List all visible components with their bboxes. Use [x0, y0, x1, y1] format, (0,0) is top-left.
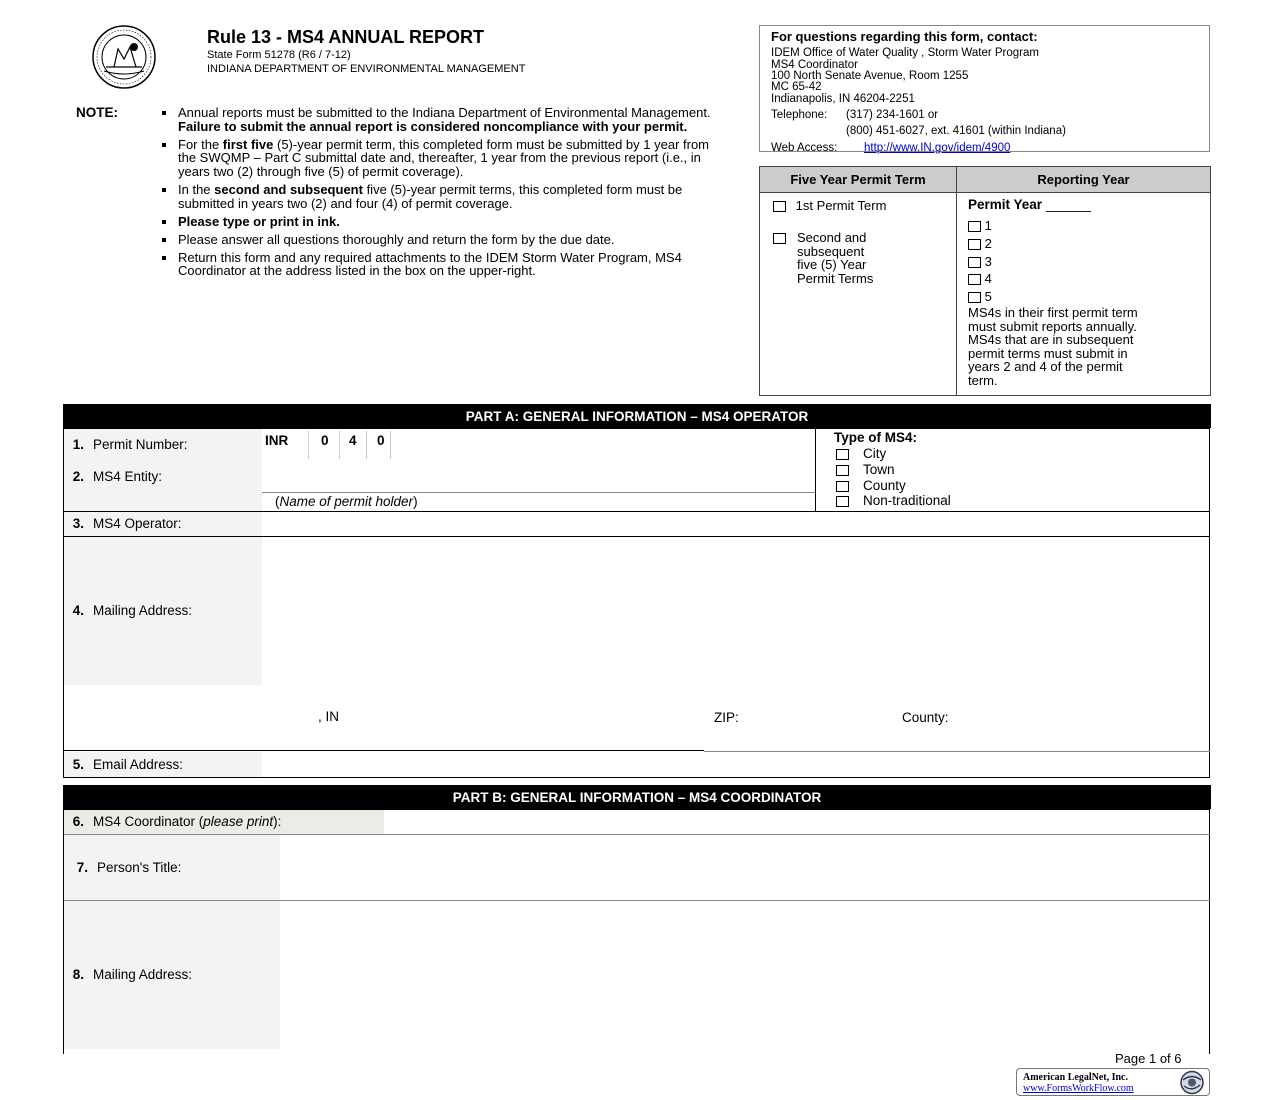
note-item: Please type or print in ink. — [162, 215, 722, 229]
subsequent-term-label: subsequent — [797, 243, 865, 259]
web-access-link[interactable]: http://www.IN.gov/idem/4900 — [864, 142, 1011, 154]
permit-digit: 4 — [349, 433, 357, 448]
ms4-coordinator-input[interactable] — [386, 811, 1208, 833]
reporting-explanation: years 2 and 4 of the permit — [968, 359, 1123, 375]
americanlegalnet-logo[interactable] — [1016, 1068, 1210, 1096]
note-item: Please answer all questions thoroughly and return the form by the due date. — [162, 233, 722, 247]
logo-url: www.FormsWorkFlow.com — [1023, 1083, 1134, 1094]
non-traditional-checkbox[interactable] — [836, 496, 849, 507]
telephone-number: (317) 234-1601 or — [846, 109, 939, 121]
permit-digit: 0 — [377, 433, 385, 448]
contact-heading: For questions regarding this form, contact: — [771, 29, 1038, 44]
type-option-label: Town — [863, 461, 895, 477]
year-2-checkbox[interactable] — [968, 239, 981, 250]
type-option-label: Non-traditional — [863, 493, 951, 509]
permit-year-blank[interactable]: ______ — [1045, 197, 1091, 212]
zip-input[interactable] — [750, 702, 890, 728]
reporting-explanation: must submit reports annually. — [968, 318, 1137, 334]
globe-icon — [1175, 1070, 1209, 1095]
state-form-number: State Form 51278 (R6 / 7-12) — [207, 49, 351, 61]
contact-line: IDEM Office of Water Quality , Storm Water Program — [771, 47, 1039, 59]
ms4-operator-input[interactable] — [264, 513, 1208, 535]
year-4-checkbox[interactable] — [968, 274, 981, 285]
first-term-checkbox[interactable] — [773, 201, 786, 212]
note-item: In the second and subsequent five (5)-year permit terms, this completed form must be submitted in years two (2) and four (4) of permit coverage. — [162, 183, 722, 210]
mailing-address-input[interactable] — [264, 538, 1208, 683]
year-5-checkbox[interactable] — [968, 292, 981, 303]
entity-caption: (Name of permit holder) — [275, 494, 418, 509]
year-option-label: 5 — [984, 289, 992, 305]
telephone-label: Telephone: — [771, 109, 828, 121]
year-option-label: 3 — [984, 253, 992, 269]
department-name: INDIANA DEPARTMENT OF ENVIRONMENTAL MANAGEMENT — [207, 63, 526, 75]
ms4-type-label: Type of MS4: — [834, 430, 918, 445]
coordinator-mailing-address-label: 8. Mailing Address: — [72, 967, 193, 982]
permit-number-input[interactable] — [393, 433, 803, 457]
type-option-label: County — [863, 477, 906, 493]
county-checkbox[interactable] — [836, 481, 849, 492]
form-title: Rule 13 - MS4 ANNUAL REPORT — [207, 27, 485, 47]
permit-prefix: INR — [265, 433, 289, 448]
logo-company-name: American LegalNet, Inc. — [1023, 1072, 1128, 1083]
permit-digit: 0 — [321, 433, 329, 448]
year-option-label: 1 — [984, 218, 992, 233]
year-1-checkbox[interactable] — [968, 221, 981, 232]
subsequent-term-checkbox[interactable] — [773, 233, 786, 244]
year-3-checkbox[interactable] — [968, 257, 981, 268]
subsequent-term-label: Permit Terms — [797, 270, 874, 286]
note-item: For the first five (5)-year permit term, this completed form must be submitted by 1 year from the SWQMP – Part C submittal date and, thereafter, 1 year from the previous report (i.e., in years two (2) through five (5) of permit coverage). — [162, 138, 722, 179]
contact-box — [759, 25, 1210, 152]
part-b-header: PART B: GENERAL INFORMATION – MS4 COORDINATOR — [63, 785, 1211, 809]
email-address-input[interactable] — [264, 753, 1208, 776]
ms4-operator-label: 3. MS4 Operator: — [72, 516, 182, 531]
state-label: , IN — [318, 709, 340, 724]
coordinator-mailing-address-input[interactable] — [282, 902, 1208, 1048]
subsequent-term-label: Second and — [797, 230, 867, 245]
persons-title-input[interactable] — [282, 836, 1208, 899]
ms4-entity-label: 2. MS4 Entity: — [72, 469, 163, 484]
county-input[interactable] — [965, 702, 1205, 728]
mailing-address-label: 4. Mailing Address: — [72, 603, 193, 618]
contact-line: 100 North Senate Avenue, Room 1255 — [771, 70, 969, 82]
state-seal-logo — [74, 25, 174, 89]
ms4-coordinator-label: 6. MS4 Coordinator (please print): — [72, 814, 282, 829]
web-access-label: Web Access: — [771, 142, 838, 154]
five-year-term-header: Five Year Permit Term — [760, 167, 957, 193]
permit-year-label: Permit Year — [968, 197, 1043, 212]
contact-line: MC 65-42 — [771, 81, 822, 93]
type-option-label: City — [863, 446, 887, 461]
email-address-label: 5. Email Address: — [72, 757, 184, 772]
note-label: NOTE: — [76, 105, 118, 120]
reporting-explanation: permit terms must submit in — [968, 345, 1128, 361]
contact-line: MS4 Coordinator — [771, 59, 858, 71]
subsequent-term-label: five (5) Year — [797, 257, 867, 273]
reporting-explanation: term. — [968, 372, 998, 388]
note-list — [162, 106, 722, 283]
reporting-explanation: MS4s that are in subsequent — [968, 332, 1134, 348]
permit-number-label: 1. Permit Number: — [72, 437, 188, 452]
town-checkbox[interactable] — [836, 465, 849, 476]
ms4-entity-input[interactable] — [264, 462, 812, 491]
contact-line: Indianapolis, IN 46204-2251 — [771, 93, 915, 105]
telephone-number-2: (800) 451-6027, ext. 41601 (within Indiana) — [846, 125, 1066, 137]
note-item: Return this form and any required attachments to the IDEM Storm Water Program, MS4 Coordinator at the address listed in the box on the upper-right. — [162, 251, 722, 278]
reporting-explanation: MS4s in their first permit term — [968, 305, 1138, 320]
first-term-label: 1st Permit Term — [795, 198, 887, 213]
part-a-header: PART A: GENERAL INFORMATION – MS4 OPERATOR — [63, 404, 1211, 428]
city-checkbox[interactable] — [836, 449, 849, 460]
reporting-year-header: Reporting Year — [957, 167, 1210, 193]
year-option-label: 4 — [984, 271, 992, 287]
permit-term-table — [759, 166, 1211, 396]
persons-title-label: 7. Person's Title: — [76, 860, 182, 875]
zip-label: ZIP: — [714, 710, 739, 725]
county-label: County: — [902, 710, 949, 725]
note-item: Annual reports must be submitted to the Indiana Department of Environmental Management. Failure to submit the annual report is considered noncompliance with your permit. — [162, 106, 722, 133]
page-number: Page 1 of 6 — [1115, 1051, 1182, 1066]
year-option-label: 2 — [984, 235, 992, 251]
